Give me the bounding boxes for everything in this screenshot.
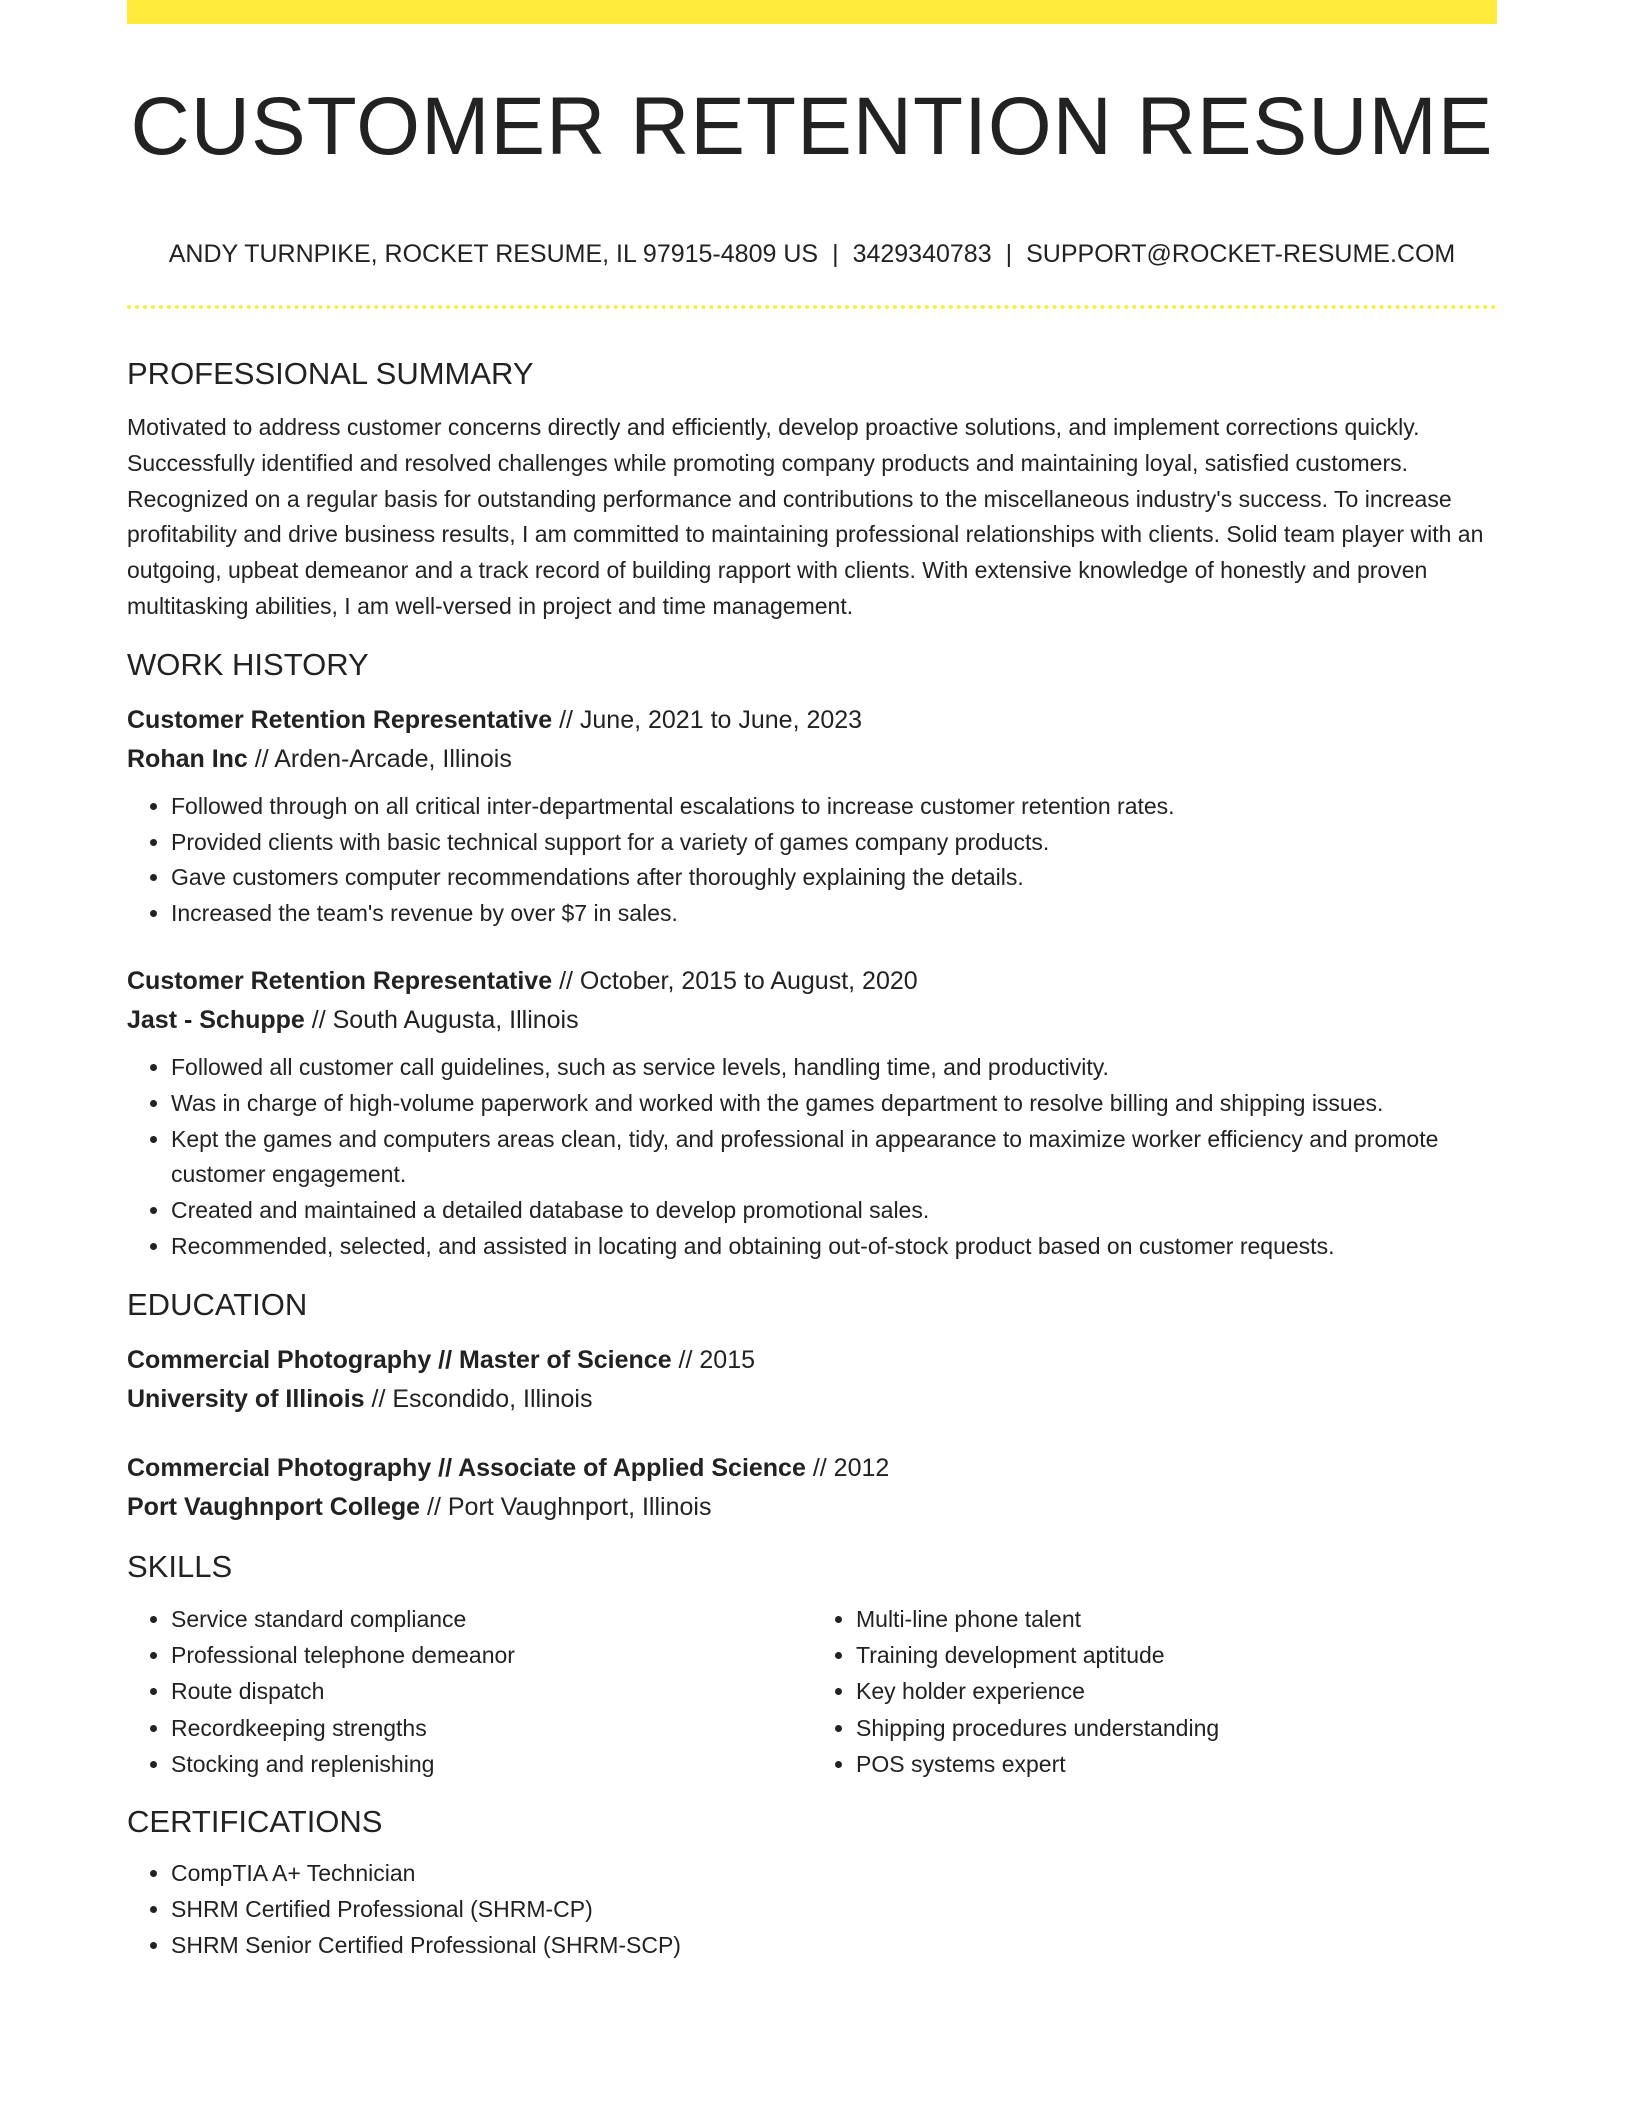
education-degree-line — [127, 1449, 1497, 1488]
education-year: // 2012 — [812, 1453, 890, 1482]
skills-column-left — [127, 1601, 812, 1782]
skill-item: • Recordkeeping strengths — [171, 1710, 812, 1746]
certification-item: • SHRM Certified Professional (SHRM-CP) — [171, 1892, 1497, 1928]
education-school: Port Vaughnport College — [127, 1492, 421, 1521]
job-title: Customer Retention Representative — [127, 966, 553, 995]
job-bullet: • Kept the games and computers areas clean, tidy, and professional in appearance to maximize worker efficiency and promote customer engagement. — [171, 1122, 1497, 1194]
job-bullets — [127, 1050, 1497, 1265]
section-heading-summary: PROFESSIONAL SUMMARY — [127, 356, 534, 391]
skill-item: • Stocking and replenishing — [171, 1746, 812, 1782]
work-history-section — [127, 641, 1497, 1265]
education-location: // Escondido, Illinois — [371, 1384, 593, 1413]
section-heading-work-history: WORK HISTORY — [127, 646, 369, 682]
contact-separator: | — [1005, 240, 1013, 268]
job-dates: // October, 2015 to August, 2020 — [559, 966, 918, 995]
job-title: Customer Retention Representative — [127, 705, 553, 734]
education-entry — [127, 1341, 1497, 1419]
certifications-list — [127, 1856, 1497, 1963]
job-bullet: • Recommended, selected, and assisted in locating and obtaining out-of-stock product based on customer requests. — [171, 1229, 1497, 1265]
section-heading-skills: SKILLS — [127, 1548, 233, 1584]
summary-section — [127, 350, 1497, 625]
job-entry — [127, 962, 1497, 1265]
job-bullets — [127, 789, 1497, 932]
job-location: // South Augusta, Illinois — [311, 1005, 579, 1034]
education-degree: Commercial Photography // Master of Science — [127, 1345, 672, 1374]
job-bullet: • Followed through on all critical inter-departmental escalations to increase customer retention rates. — [171, 789, 1497, 825]
accent-top-bar — [127, 0, 1497, 24]
skill-item: • Shipping procedures understanding — [856, 1710, 1497, 1746]
contact-email: SUPPORT@ROCKET-RESUME.COM — [1026, 240, 1456, 268]
education-entry — [127, 1449, 1497, 1527]
skill-item: • Training development aptitude — [856, 1637, 1497, 1673]
job-bullet: • Created and maintained a detailed database to develop promotional sales. — [171, 1193, 1497, 1229]
job-bullet: • Gave customers computer recommendations after thoroughly explaining the details. — [171, 860, 1497, 896]
education-location: // Port Vaughnport, Illinois — [427, 1492, 712, 1521]
job-location: // Arden-Arcade, Illinois — [254, 744, 512, 773]
job-bullet: • Was in charge of high-volume paperwork and worked with the games department to resolve billing and shipping issues. — [171, 1086, 1497, 1122]
job-bullet: • Provided clients with basic technical support for a variety of games company products. — [171, 825, 1497, 861]
job-title-line — [127, 701, 1497, 740]
skill-item: • Multi-line phone talent — [856, 1601, 1497, 1637]
education-degree: Commercial Photography // Associate of Applied Science — [127, 1453, 806, 1482]
resume-content — [127, 350, 1497, 1964]
job-bullet: • Increased the team's revenue by over $7 in sales. — [171, 896, 1497, 932]
certifications-section — [127, 1798, 1497, 1963]
job-bullet: • Followed all customer call guidelines, such as service levels, handling time, and productivity. — [171, 1050, 1497, 1086]
summary-text: Motivated to address customer concerns directly and efficiently, develop proactive solutions, and implement corrections quickly. Successfully identified and resolved challenges while promoting company products and maintaining loyal, satisfied customers. Recognized on a regular basis for outstanding performance and contributions to the miscellaneous industry's success. To increase profitability and drive business results, I am committed to maintaining professional relationships with clients. Solid team player with an outgoing, upbeat demeanor and a track record of building rapport with clients. With extensive knowledge of honestly and proven multitasking abilities, I am well-versed in project and time management. — [127, 414, 1484, 619]
job-company: Rohan Inc — [127, 744, 248, 773]
contact-phone: 3429340783 — [852, 240, 992, 268]
certification-item: • SHRM Senior Certified Professional (SHRM-SCP) — [171, 1928, 1497, 1964]
skills-section — [127, 1543, 1497, 1782]
section-heading-certifications: CERTIFICATIONS — [127, 1804, 383, 1840]
education-school-line — [127, 1380, 1497, 1419]
skills-column-right — [812, 1601, 1497, 1782]
job-company-line — [127, 1001, 1497, 1040]
skills-grid — [127, 1601, 1497, 1782]
education-school-line — [127, 1488, 1497, 1527]
education-year: // 2015 — [678, 1345, 755, 1374]
education-section — [127, 1281, 1497, 1527]
skill-item: • Key holder experience — [856, 1673, 1497, 1709]
education-degree-line — [127, 1341, 1497, 1380]
job-dates: // June, 2021 to June, 2023 — [559, 705, 863, 734]
contact-line — [127, 236, 1497, 272]
contact-separator: | — [832, 240, 839, 268]
resume-title: CUSTOMER RETENTION RESUME — [130, 81, 1494, 172]
skill-item: • Route dispatch — [171, 1673, 812, 1709]
dotted-divider — [127, 305, 1497, 309]
certification-item: • CompTIA A+ Technician — [171, 1856, 1497, 1892]
job-title-line — [127, 962, 1497, 1001]
skill-item: • Service standard compliance — [171, 1601, 812, 1637]
skill-item: • Professional telephone demeanor — [171, 1637, 812, 1673]
skill-item: • POS systems expert — [856, 1746, 1497, 1782]
job-company-line — [127, 740, 1497, 779]
section-heading-education: EDUCATION — [127, 1286, 308, 1322]
job-company: Jast - Schuppe — [127, 1005, 305, 1034]
education-school: University of Illinois — [127, 1384, 365, 1413]
contact-address: ANDY TURNPIKE, ROCKET RESUME, IL 97915-4809 US — [168, 240, 819, 268]
job-entry — [127, 701, 1497, 932]
